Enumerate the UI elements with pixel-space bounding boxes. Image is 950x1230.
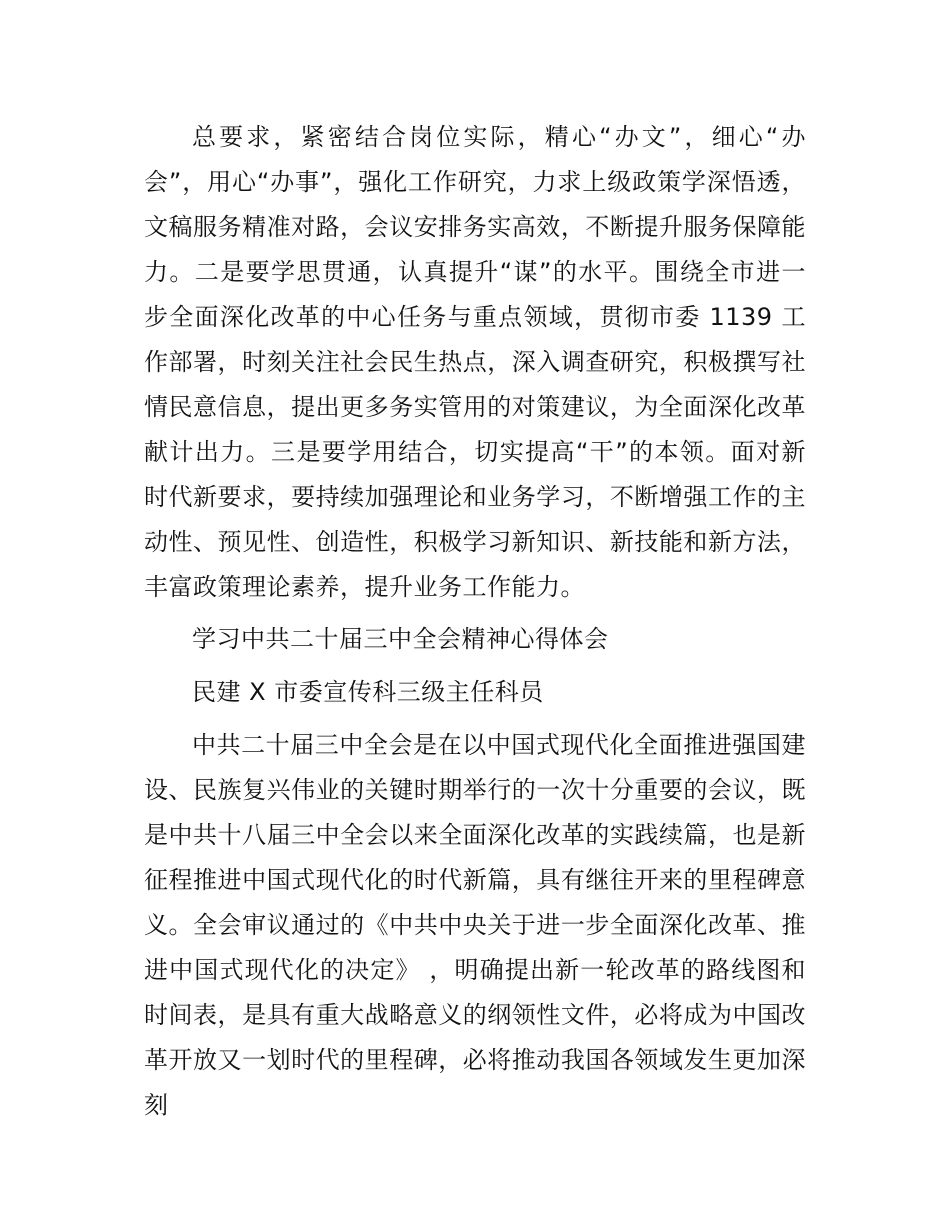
body-paragraph: 中共二十届三中全会是在以中国式现代化全面推进强国建设、民族复兴伟业的关键时期举行的一次十分重要的会议，既是中共十八届三中全会以来全面深化改革的实践续篇，也是新征程推进中国式现代化的时代新篇，具有继往开来的里程碑意义。全会审议通过的《中共中央关于进一步全面深化改革、推进中国式现代化的决定》 ，明确提出新一轮改革的路线图和时间表，是具有重大战略意义的纲领性文件，必将成为中国改革开放又一划时代的里程碑，必将推动我国各领域发生更加深刻 <box>144 731 806 1119</box>
document-text-area <box>144 115 806 1128</box>
section-title: 学习中共二十届三中全会精神心得体会 <box>192 625 609 653</box>
body-paragraph: 总要求，紧密结合岗位实际，精心“办文”，细心“办会”，用心“办事”，强化工作研究，力求上级政策学深悟透，文稿服务精准对路，会议安排务实高效，不断提升服务保障能力。二是要学思贯通，认真提升“谋”的水平。围绕全市进一步全面深化改革的中心任务与重点领域，贯彻市委 1139 工作部署，时刻关注社会民生热点，深入调查研究，积极撰写社情民意信息，提出更多务实管用的对策建议，为全面深化改革献计出力。三是要学用结合，切实提高“干”的本领。面对新时代新要求，要持续加强理论和业务学习，不断增强工作的主动性、预见性、创造性，积极学习新知识、新技能和新方法，丰富政策理论素养，提升业务工作能力。 <box>144 123 806 601</box>
byline: 民建 X 市委宣传科三级主任科员 <box>192 678 544 706</box>
